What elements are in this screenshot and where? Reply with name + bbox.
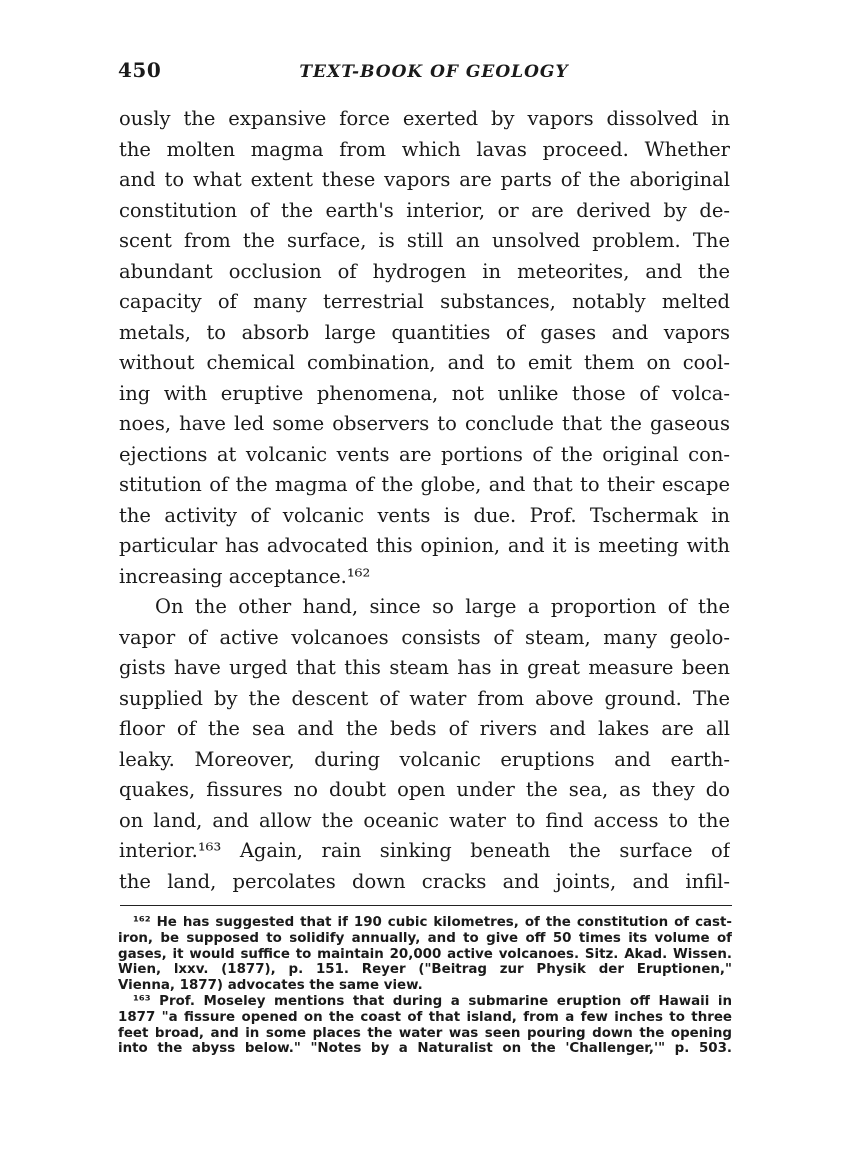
body-line: increasing acceptance.¹⁶² [119,564,371,588]
body-line: scent from the surface, is still an unsolved problem. The [119,229,730,252]
body-line: without chemical combination, and to emit them on cool- [119,351,730,374]
footnote-line: 1877 "a fissure opened on the coast of that island, from a few inches to three [118,1009,732,1025]
body-line: constitution of the earth's interior, or are derived by de- [119,198,730,222]
body-line: and to what extent these vapors are parts of the aboriginal [119,168,730,191]
page-number: 450 [118,58,162,82]
footnote-line: Vienna, 1877) advocates the same view. [118,978,423,994]
body-line: the land, percolates down cracks and joints, and infil- [119,869,730,893]
body-line: leaky. Moreover, during volcanic eruptions and earth- [119,747,730,771]
body-line: supplied by the descent of water from above ground. The [119,686,730,710]
body-line: ing with eruptive phenomena, not unlike those of volca- [119,381,730,405]
body-text [119,104,730,897]
footnote-line: gases, it would suffice to maintain 20,000 active volcanoes. Sitz. Akad. Wissen. [118,946,732,962]
body-line: quakes, fissures no doubt open under the sea, as they do [119,778,730,801]
footnote-line: ¹⁶² He has suggested that if 190 cubic kilometres, of the constitution of cast- [133,915,732,930]
footnote-line: Wien, lxxv. (1877), p. 151. Reyer ("Beitrag zur Physik der Eruptionen," [118,962,732,978]
body-line: particular has advocated this opinion, and it is meeting with [119,534,730,557]
footnote-rule [120,905,732,906]
body-line: interior.¹⁶³ Again, rain sinking beneath the surface of [119,839,730,862]
body-line: the molten magma from which lavas proceed. Whether [119,137,730,161]
footnote-line: iron, be supposed to solidify annually, and to give off 50 times its volume of [118,930,732,946]
body-line: noes, have led some observers to conclude that the gaseous [119,412,730,435]
body-line: capacity of many terrestrial substances, notably melted [119,290,730,313]
body-line: abundant occlusion of hydrogen in meteorites, and the [119,259,730,283]
footnotes [118,915,732,1057]
body-line: ously the expansive force exerted by vapors dissolved in [119,107,730,130]
body-line: stitution of the magma of the globe, and that to their escape [119,473,730,496]
footnote-line: feet broad, and in some places the water was seen pouring down the opening [118,1025,732,1041]
body-line: the activity of volcanic vents is due. Prof. Tschermak in [119,503,730,527]
body-line: ejections at volcanic vents are portions of the original con- [119,442,730,466]
body-line: vapor of active volcanoes consists of steam, many geolo- [119,625,730,649]
body-line: floor of the sea and the beds of rivers and lakes are all [119,717,730,740]
body-line: gists have urged that this steam has in great measure been [119,656,730,679]
footnote-line: into the abyss below." "Notes by a Naturalist on the 'Challenger,'" p. 503. [118,1041,732,1057]
footnote-line: ¹⁶³ Prof. Moseley mentions that during a submarine eruption off Hawaii in [133,993,732,1009]
running-title: TEXT-BOOK OF GEOLOGY [299,62,569,82]
body-line: On the other hand, since so large a proportion of the [155,595,730,618]
body-line: metals, to absorb large quantities of gases and vapors [119,320,730,344]
body-line: on land, and allow the oceanic water to find access to the [119,808,730,832]
